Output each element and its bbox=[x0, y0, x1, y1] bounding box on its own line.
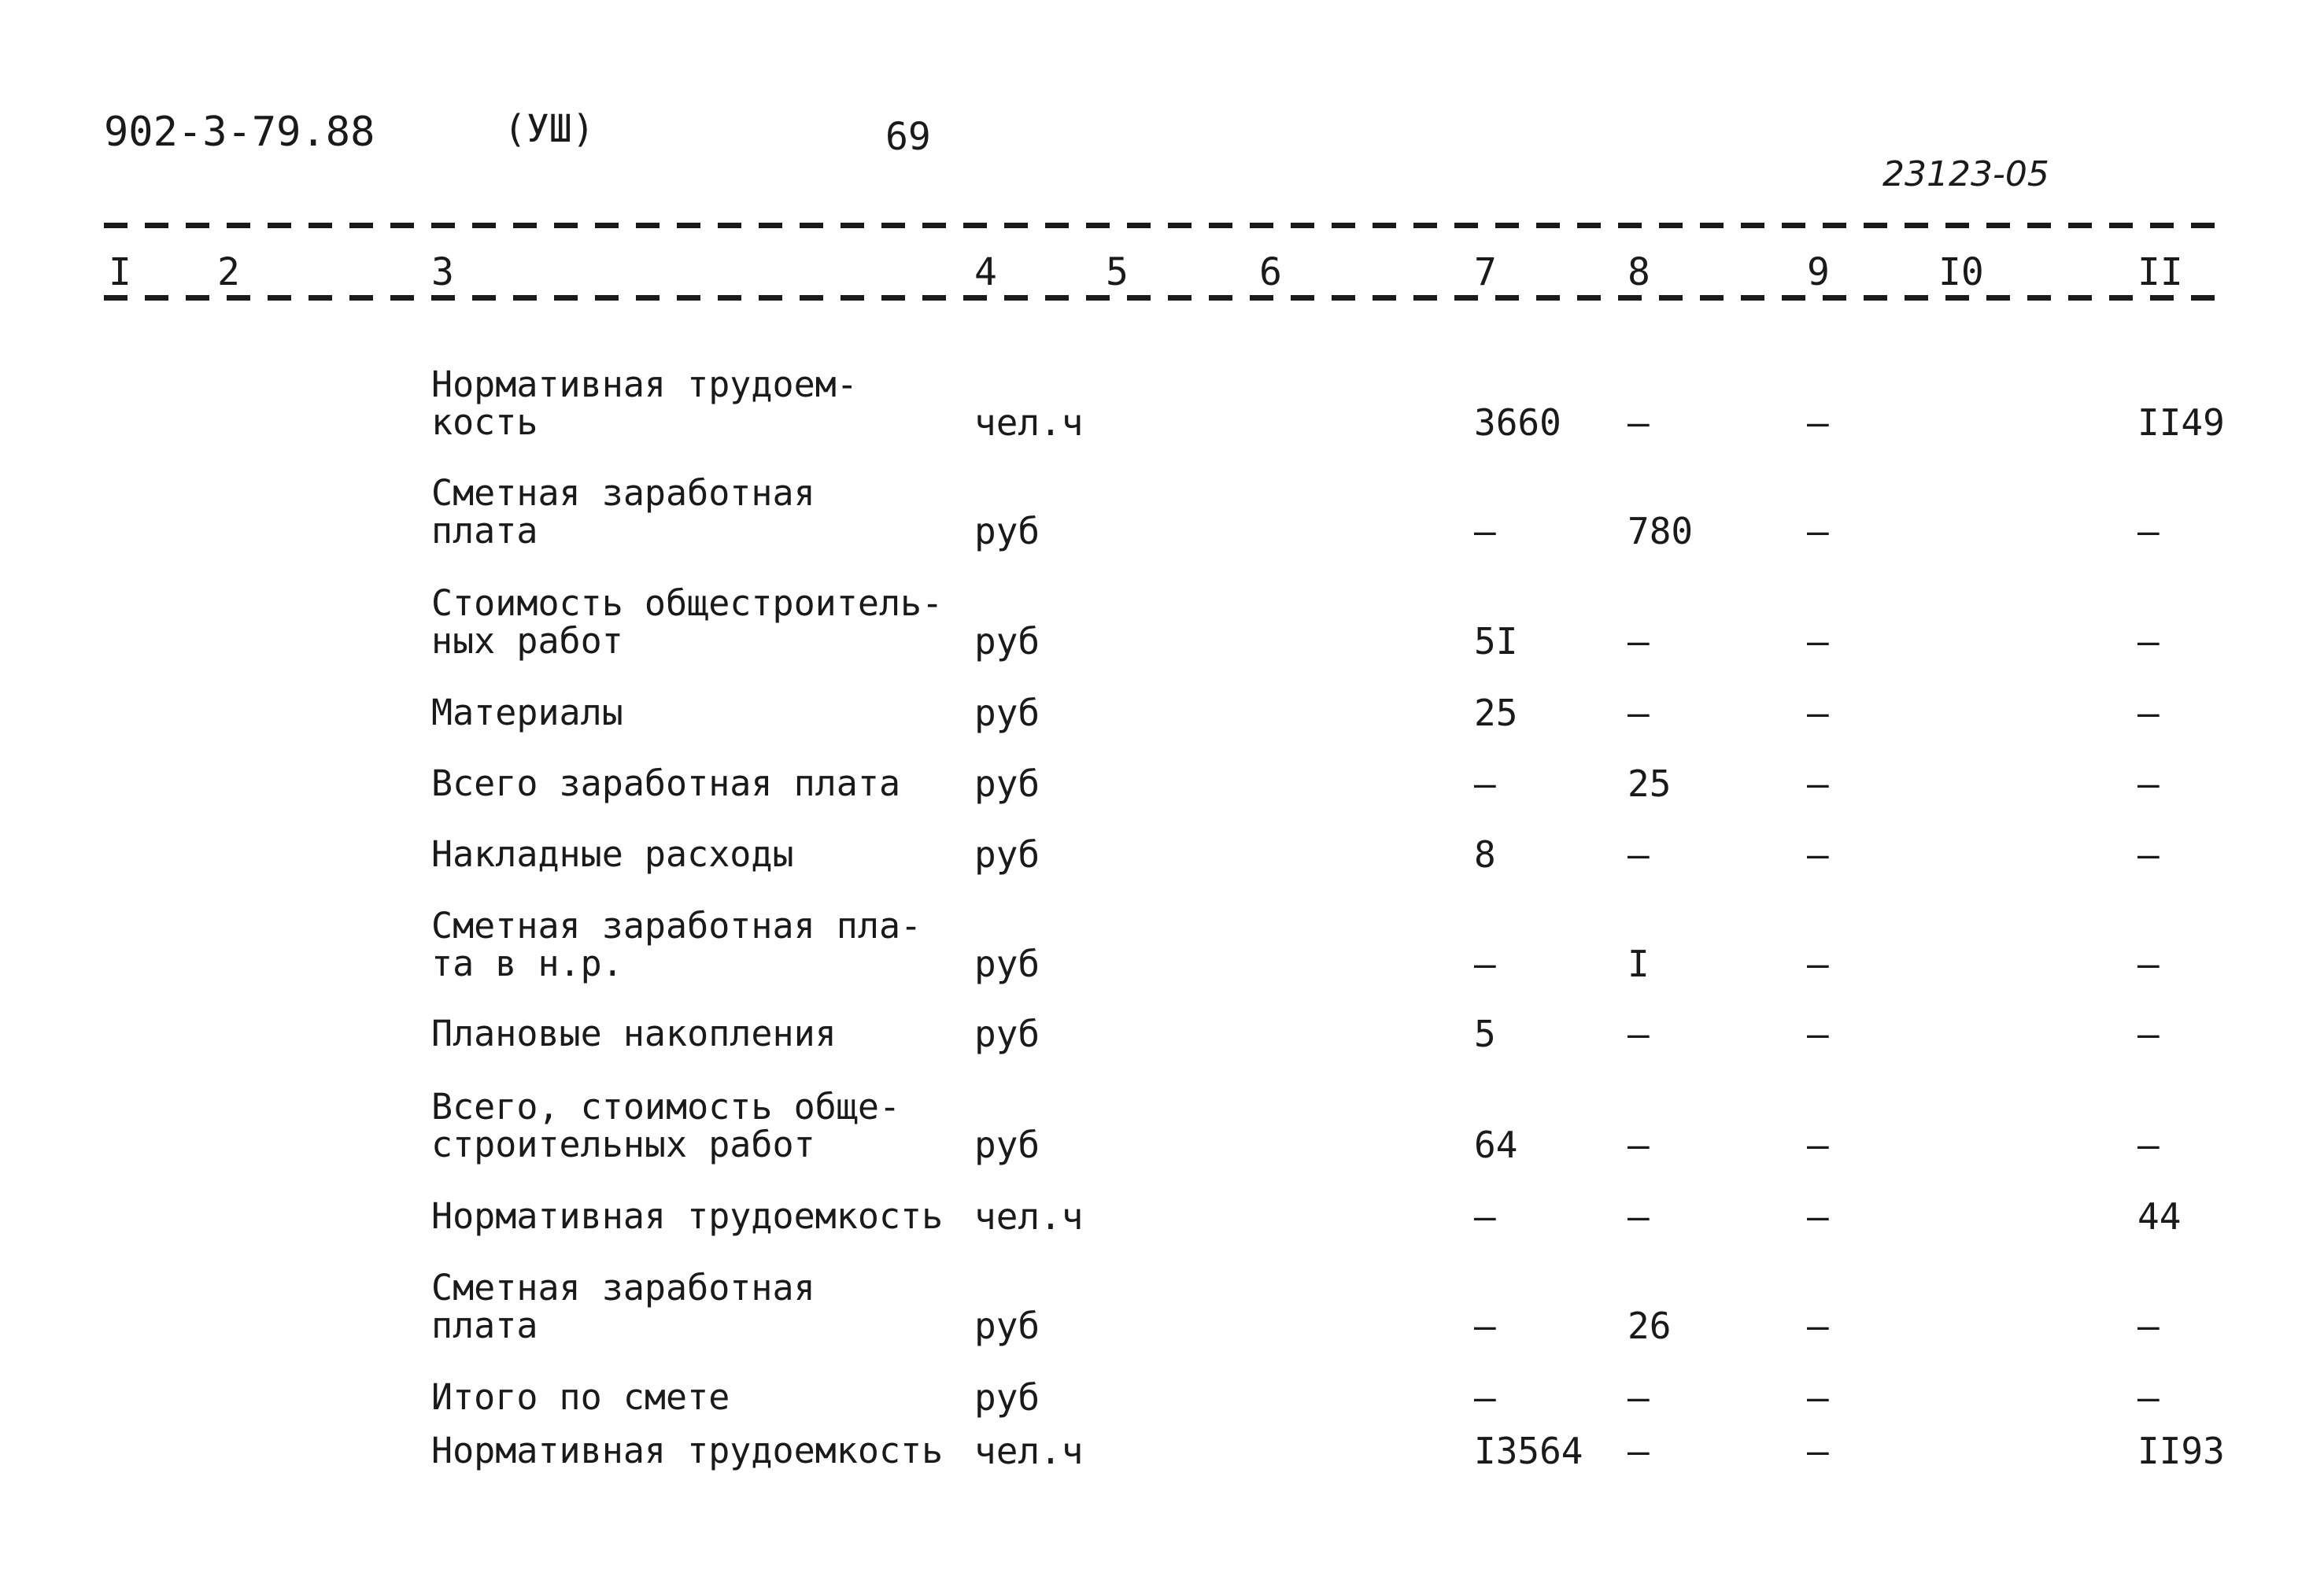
document-code: 902-3-79.88 bbox=[104, 109, 375, 156]
row-col7: – bbox=[1474, 1305, 1496, 1347]
page-number: 69 bbox=[885, 115, 931, 159]
row-col7: – bbox=[1474, 1195, 1496, 1238]
row-col11: – bbox=[2137, 692, 2160, 734]
row-col9: – bbox=[1807, 510, 1829, 552]
column-number-10: I0 bbox=[1938, 250, 1984, 294]
row-description: Сметная заработная пла- та в н.р. bbox=[431, 905, 922, 984]
row-col8: – bbox=[1628, 1195, 1650, 1238]
column-number-7: 7 bbox=[1474, 250, 1497, 294]
row-col9: – bbox=[1807, 833, 1829, 876]
row-description: Всего заработная плата bbox=[431, 762, 901, 804]
column-number-2: 2 bbox=[217, 250, 240, 294]
column-number-11: II bbox=[2137, 250, 2183, 294]
row-unit: руб bbox=[974, 762, 1040, 805]
row-col8: – bbox=[1628, 1124, 1650, 1166]
row-col8: – bbox=[1628, 1376, 1650, 1419]
row-col9: – bbox=[1807, 1376, 1829, 1419]
row-unit: руб bbox=[974, 1305, 1040, 1347]
row-col9: – bbox=[1807, 1013, 1829, 1055]
row-col11: – bbox=[2137, 943, 2160, 985]
column-number-8: 8 bbox=[1628, 250, 1650, 294]
row-col8: I bbox=[1628, 943, 1650, 985]
row-col8: – bbox=[1628, 1013, 1650, 1055]
row-col7: – bbox=[1474, 510, 1496, 552]
row-col8: – bbox=[1628, 833, 1650, 876]
row-unit: чел.ч bbox=[974, 1195, 1084, 1238]
row-col8: – bbox=[1628, 1430, 1650, 1472]
row-col9: – bbox=[1807, 762, 1829, 805]
row-col11: II49 bbox=[2137, 401, 2225, 444]
column-number-3: 3 bbox=[431, 250, 454, 294]
row-col11: – bbox=[2137, 833, 2160, 876]
row-col7: 64 bbox=[1474, 1124, 1518, 1166]
row-col8: – bbox=[1628, 401, 1650, 444]
row-description: Всего, стоимость обще- строительных работ bbox=[431, 1086, 901, 1165]
row-col9: – bbox=[1807, 1195, 1829, 1238]
album-number: (УШ) bbox=[504, 107, 595, 151]
column-header-dashed-rule bbox=[104, 295, 2228, 301]
row-description: Сметная заработная плата bbox=[431, 1267, 815, 1346]
row-col9: – bbox=[1807, 943, 1829, 985]
row-col9: – bbox=[1807, 401, 1829, 444]
top-dashed-rule bbox=[104, 223, 2228, 228]
row-col7: – bbox=[1474, 943, 1496, 985]
row-col11: – bbox=[2137, 510, 2160, 552]
column-number-5: 5 bbox=[1106, 250, 1129, 294]
row-col11: – bbox=[2137, 1376, 2160, 1419]
row-col8: 25 bbox=[1628, 762, 1672, 805]
row-unit: руб bbox=[974, 1376, 1040, 1419]
row-col9: – bbox=[1807, 692, 1829, 734]
row-description: Материалы bbox=[431, 692, 623, 733]
row-col7: I3564 bbox=[1474, 1430, 1583, 1472]
row-unit: руб bbox=[974, 1124, 1040, 1166]
column-number-9: 9 bbox=[1807, 250, 1830, 294]
row-col11: – bbox=[2137, 620, 2160, 663]
row-col7: – bbox=[1474, 1376, 1496, 1419]
row-unit: руб bbox=[974, 692, 1040, 734]
row-unit: руб bbox=[974, 1013, 1040, 1055]
column-number-1: I bbox=[109, 250, 131, 294]
column-number-4: 4 bbox=[974, 250, 997, 294]
row-col7: – bbox=[1474, 762, 1496, 805]
row-col9: – bbox=[1807, 1305, 1829, 1347]
row-description: Нормативная трудоем- кость bbox=[431, 364, 858, 443]
row-col9: – bbox=[1807, 1430, 1829, 1472]
row-col11: – bbox=[2137, 1013, 2160, 1055]
row-col11: 44 bbox=[2137, 1195, 2182, 1238]
row-description: Сметная заработная плата bbox=[431, 472, 815, 552]
row-col7: 25 bbox=[1474, 692, 1518, 734]
row-col9: – bbox=[1807, 620, 1829, 663]
row-unit: руб bbox=[974, 620, 1040, 663]
row-col9: – bbox=[1807, 1124, 1829, 1166]
row-unit: руб bbox=[974, 510, 1040, 552]
row-description: Накладные расходы bbox=[431, 833, 794, 875]
row-description: Итого по смете bbox=[431, 1376, 730, 1418]
row-unit: чел.ч bbox=[974, 1430, 1084, 1472]
row-description: Стоимость общестроитель- ных работ bbox=[431, 582, 944, 662]
row-col11: – bbox=[2137, 762, 2160, 805]
row-col8: 26 bbox=[1628, 1305, 1672, 1347]
row-col7: 3660 bbox=[1474, 401, 1561, 444]
row-col7: 5 bbox=[1474, 1013, 1496, 1055]
row-unit: чел.ч bbox=[974, 401, 1084, 444]
row-unit: руб bbox=[974, 943, 1040, 985]
column-number-6: 6 bbox=[1259, 250, 1282, 294]
row-col7: 5I bbox=[1474, 620, 1518, 663]
inventory-number: 23123-05 bbox=[1882, 154, 2049, 194]
row-unit: руб bbox=[974, 833, 1040, 876]
row-description: Нормативная трудоемкость bbox=[431, 1195, 944, 1237]
row-col8: 780 bbox=[1628, 510, 1694, 552]
row-col11: II93 bbox=[2137, 1430, 2225, 1472]
row-col11: – bbox=[2137, 1305, 2160, 1347]
row-description: Плановые накопления bbox=[431, 1013, 837, 1054]
row-col8: – bbox=[1628, 620, 1650, 663]
row-description: Нормативная трудоемкость bbox=[431, 1430, 944, 1471]
row-col8: – bbox=[1628, 692, 1650, 734]
row-col11: – bbox=[2137, 1124, 2160, 1166]
row-col7: 8 bbox=[1474, 833, 1496, 876]
